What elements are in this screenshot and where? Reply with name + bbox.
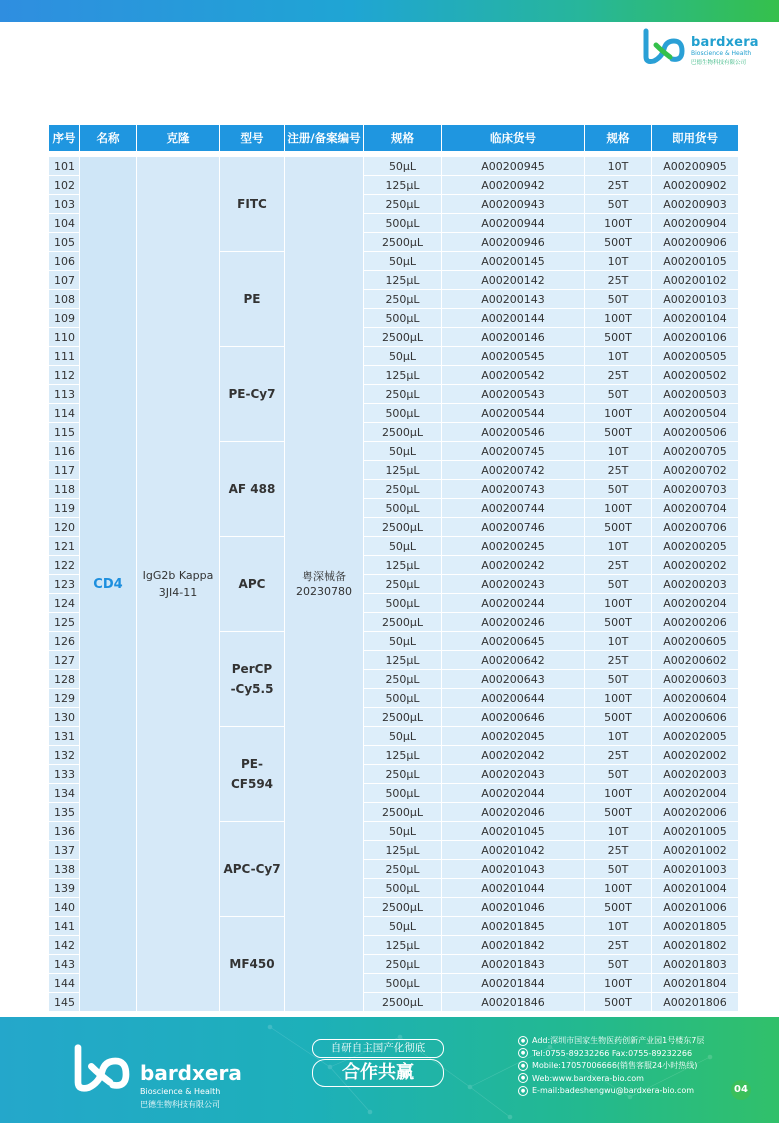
header-seq: 序号 [49, 125, 80, 152]
cell-ready-code: A00201004 [652, 879, 739, 898]
cell-clinical-code: A00201043 [442, 860, 585, 879]
cell-spec2: 25T [585, 271, 652, 290]
cell-spec2: 100T [585, 594, 652, 613]
cell-spec: 50μL [364, 822, 442, 841]
cell-ready-code: A00200704 [652, 499, 739, 518]
cell-ready-code: A00201802 [652, 936, 739, 955]
cell-spec: 250μL [364, 195, 442, 214]
cell-seq: 108 [49, 290, 80, 309]
contact-web: ● Web:www.bardxera-bio.com [518, 1073, 704, 1086]
cell-spec: 2500μL [364, 993, 442, 1012]
cell-spec: 500μL [364, 404, 442, 423]
header-spec2: 规格 [585, 125, 652, 152]
cell-seq: 138 [49, 860, 80, 879]
cell-clinical-code: A00200646 [442, 708, 585, 727]
cell-ready-code: A00200604 [652, 689, 739, 708]
cell-spec: 2500μL [364, 898, 442, 917]
cell-registration [285, 157, 364, 1012]
cell-clinical-code: A00200743 [442, 480, 585, 499]
cell-model [220, 727, 285, 822]
slogan-main: 合作共赢 [312, 1059, 444, 1087]
cell-spec: 2500μL [364, 613, 442, 632]
cell-clinical-code: A00200644 [442, 689, 585, 708]
cell-model [220, 632, 285, 727]
cell-ready-code: A00202006 [652, 803, 739, 822]
cell-spec2: 10T [585, 252, 652, 271]
cell-clinical-code: A00200943 [442, 195, 585, 214]
cell-seq: 109 [49, 309, 80, 328]
cell-clinical-code: A00200642 [442, 651, 585, 670]
cell-spec: 50μL [364, 252, 442, 271]
cell-ready-code: A00200903 [652, 195, 739, 214]
bardxera-logo-icon [640, 27, 688, 67]
cell-clinical-code: A00202044 [442, 784, 585, 803]
cell-spec: 250μL [364, 575, 442, 594]
product-table [48, 124, 739, 1012]
page-number: 04 [731, 1080, 751, 1100]
cell-spec: 500μL [364, 214, 442, 233]
cell-clinical-code: A00200543 [442, 385, 585, 404]
cell-ready-code: A00200203 [652, 575, 739, 594]
cell-clinical-code: A00200146 [442, 328, 585, 347]
cell-ready-code: A00200204 [652, 594, 739, 613]
cell-model [220, 917, 285, 1012]
cell-spec2: 500T [585, 708, 652, 727]
cell-spec: 50μL [364, 442, 442, 461]
model-label: PE-CF594 [230, 757, 274, 791]
cell-clinical-code: A00200746 [442, 518, 585, 537]
cell-seq: 116 [49, 442, 80, 461]
cell-clinical-code: A00201845 [442, 917, 585, 936]
cell-ready-code: A00201006 [652, 898, 739, 917]
cell-ready-code: A00200202 [652, 556, 739, 575]
cell-clinical-code: A00200245 [442, 537, 585, 556]
cell-clinical-code: A00200243 [442, 575, 585, 594]
cell-spec2: 10T [585, 632, 652, 651]
header-model: 型号 [220, 125, 285, 152]
cell-spec2: 10T [585, 157, 652, 176]
cell-ready-code: A00200106 [652, 328, 739, 347]
header-name: 名称 [80, 125, 137, 152]
cell-clinical-code: A00201044 [442, 879, 585, 898]
cell-clinical-code: A00201842 [442, 936, 585, 955]
cell-clinical-code: A00200544 [442, 404, 585, 423]
cell-seq: 118 [49, 480, 80, 499]
cell-spec2: 50T [585, 290, 652, 309]
cell-seq: 104 [49, 214, 80, 233]
cell-spec2: 25T [585, 461, 652, 480]
cell-model [220, 537, 285, 632]
cell-clinical-code: A00200145 [442, 252, 585, 271]
cell-seq: 125 [49, 613, 80, 632]
cell-clinical-code: A00200745 [442, 442, 585, 461]
cell-clinical-code: A00202042 [442, 746, 585, 765]
cell-spec: 125μL [364, 651, 442, 670]
cell-ready-code: A00200703 [652, 480, 739, 499]
cell-spec: 250μL [364, 860, 442, 879]
cell-model [220, 822, 285, 917]
contact-phone: ● Tel:0755-89232266 Fax:0755-89232266 [518, 1048, 704, 1061]
cell-spec2: 100T [585, 689, 652, 708]
cell-spec2: 500T [585, 613, 652, 632]
clone-type: IgG2b Kappa [142, 569, 214, 582]
cell-spec: 50μL [364, 632, 442, 651]
cell-clone [137, 157, 220, 1012]
cell-spec: 125μL [364, 271, 442, 290]
cell-spec2: 500T [585, 328, 652, 347]
model-label: AF 488 [228, 482, 276, 496]
cell-ready-code: A00200104 [652, 309, 739, 328]
model-label: APC-Cy7 [223, 862, 281, 876]
cell-ready-code: A00202005 [652, 727, 739, 746]
cell-spec2: 100T [585, 214, 652, 233]
cell-spec: 50μL [364, 157, 442, 176]
cell-spec: 125μL [364, 461, 442, 480]
cell-clinical-code: A00201846 [442, 993, 585, 1012]
model-label: PE [243, 292, 261, 306]
cell-ready-code: A00200505 [652, 347, 739, 366]
cell-clinical-code: A00201844 [442, 974, 585, 993]
cell-seq: 106 [49, 252, 80, 271]
cell-spec: 50μL [364, 917, 442, 936]
cell-clinical-code: A00202043 [442, 765, 585, 784]
cell-ready-code: A00200905 [652, 157, 739, 176]
cell-ready-code: A00200605 [652, 632, 739, 651]
cell-spec2: 50T [585, 195, 652, 214]
footer-brand-company-cn: 巴德生物科技有限公司 [140, 1100, 220, 1109]
cell-spec2: 25T [585, 746, 652, 765]
header-clone: 克隆 [137, 125, 220, 152]
model-label: PerCP-Cy5.5 [230, 662, 274, 696]
cell-ready-code: A00200603 [652, 670, 739, 689]
cell-seq: 111 [49, 347, 80, 366]
phone-icon: ● [518, 1048, 528, 1058]
header-logo [640, 27, 760, 71]
cell-clinical-code: A00200946 [442, 233, 585, 252]
cell-ready-code: A00200502 [652, 366, 739, 385]
cell-seq: 145 [49, 993, 80, 1012]
cell-spec: 2500μL [364, 233, 442, 252]
cell-ready-code: A00201804 [652, 974, 739, 993]
cell-spec: 2500μL [364, 708, 442, 727]
cell-seq: 131 [49, 727, 80, 746]
registration-prefix: 粤深械备 [302, 570, 346, 583]
cell-spec: 50μL [364, 537, 442, 556]
cell-seq: 141 [49, 917, 80, 936]
model-label: FITC [237, 197, 267, 211]
cell-clinical-code: A00200143 [442, 290, 585, 309]
cell-clinical-code: A00200645 [442, 632, 585, 651]
cell-seq: 123 [49, 575, 80, 594]
cell-spec2: 50T [585, 575, 652, 594]
table-header-row [49, 125, 739, 152]
cell-ready-code: A00200102 [652, 271, 739, 290]
cell-spec: 250μL [364, 480, 442, 499]
cell-model [220, 347, 285, 442]
cell-ready-code: A00201002 [652, 841, 739, 860]
cell-ready-code: A00200602 [652, 651, 739, 670]
cell-seq: 114 [49, 404, 80, 423]
cell-seq: 134 [49, 784, 80, 803]
cell-spec: 500μL [364, 499, 442, 518]
table-body [49, 152, 739, 1012]
cell-spec2: 25T [585, 366, 652, 385]
cell-seq: 117 [49, 461, 80, 480]
cell-spec2: 50T [585, 385, 652, 404]
cell-seq: 101 [49, 157, 80, 176]
table-row [49, 157, 739, 176]
cell-seq: 127 [49, 651, 80, 670]
cell-spec: 2500μL [364, 328, 442, 347]
cell-spec: 50μL [364, 347, 442, 366]
cell-seq: 140 [49, 898, 80, 917]
brand-subtitle: Bioscience & Health [691, 50, 752, 57]
cell-spec: 2500μL [364, 518, 442, 537]
cell-ready-code: A00200506 [652, 423, 739, 442]
contact-email: ● E-mail:badeshengwu@bardxera-bio.com [518, 1085, 704, 1098]
cell-spec2: 50T [585, 480, 652, 499]
cell-spec: 500μL [364, 784, 442, 803]
cell-seq: 133 [49, 765, 80, 784]
cell-clinical-code: A00200744 [442, 499, 585, 518]
cell-seq: 142 [49, 936, 80, 955]
cell-spec2: 50T [585, 670, 652, 689]
cell-seq: 143 [49, 955, 80, 974]
cell-spec: 2500μL [364, 423, 442, 442]
cell-spec2: 100T [585, 974, 652, 993]
cell-clinical-code: A00201843 [442, 955, 585, 974]
cell-seq: 130 [49, 708, 80, 727]
cell-ready-code: A00200906 [652, 233, 739, 252]
model-label: MF450 [229, 957, 275, 971]
cell-spec: 500μL [364, 594, 442, 613]
cell-clinical-code: A00202046 [442, 803, 585, 822]
cell-ready-code: A00201003 [652, 860, 739, 879]
cell-ready-code: A00200105 [652, 252, 739, 271]
cell-clinical-code: A00200246 [442, 613, 585, 632]
cell-spec: 125μL [364, 841, 442, 860]
brand-name: bardxera [691, 35, 759, 50]
cell-seq: 105 [49, 233, 80, 252]
cell-seq: 124 [49, 594, 80, 613]
cell-spec2: 25T [585, 841, 652, 860]
contact-mobile: ● Mobile:17057006666(销售客服24小时热线) [518, 1060, 704, 1073]
cell-seq: 102 [49, 176, 80, 195]
cell-seq: 135 [49, 803, 80, 822]
cell-spec2: 100T [585, 784, 652, 803]
cell-spec: 125μL [364, 556, 442, 575]
cell-ready-code: A00200606 [652, 708, 739, 727]
cell-ready-code: A00201803 [652, 955, 739, 974]
slogan-top: 自研自主国产化彻底 [312, 1039, 444, 1058]
cell-clinical-code: A00201046 [442, 898, 585, 917]
cell-ready-code: A00200706 [652, 518, 739, 537]
cell-seq: 144 [49, 974, 80, 993]
cell-clinical-code: A00200742 [442, 461, 585, 480]
cell-ready-code: A00200205 [652, 537, 739, 556]
cell-clinical-code: A00200244 [442, 594, 585, 613]
cell-seq: 136 [49, 822, 80, 841]
header-clinical-code: 临床货号 [442, 125, 585, 152]
clone-id: 3JI4-11 [158, 586, 198, 599]
contact-info [518, 1035, 704, 1098]
cell-clinical-code: A00200542 [442, 366, 585, 385]
cell-ready-code: A00200705 [652, 442, 739, 461]
cell-spec: 125μL [364, 746, 442, 765]
cell-seq: 129 [49, 689, 80, 708]
cell-seq: 137 [49, 841, 80, 860]
cell-seq: 112 [49, 366, 80, 385]
cell-clinical-code: A00200142 [442, 271, 585, 290]
cell-clinical-code: A00200945 [442, 157, 585, 176]
cell-spec: 250μL [364, 955, 442, 974]
cell-seq: 113 [49, 385, 80, 404]
location-icon: ● [518, 1036, 528, 1046]
cell-model [220, 157, 285, 252]
cell-spec2: 25T [585, 936, 652, 955]
cell-seq: 120 [49, 518, 80, 537]
cell-ready-code: A00202002 [652, 746, 739, 765]
cell-spec2: 10T [585, 442, 652, 461]
footer-logo [70, 1037, 250, 1107]
registration-number: 20230780 [296, 585, 352, 598]
cell-spec2: 100T [585, 499, 652, 518]
email-icon: ● [518, 1086, 528, 1096]
cell-ready-code: A00200702 [652, 461, 739, 480]
cell-model [220, 442, 285, 537]
cell-spec2: 50T [585, 765, 652, 784]
cell-spec: 125μL [364, 936, 442, 955]
cell-spec: 250μL [364, 765, 442, 784]
cell-ready-code: A00200904 [652, 214, 739, 233]
header-ready-code: 即用货号 [652, 125, 739, 152]
cell-spec: 250μL [364, 290, 442, 309]
cell-ready-code: A00200902 [652, 176, 739, 195]
cell-spec2: 10T [585, 347, 652, 366]
cell-ready-code: A00202003 [652, 765, 739, 784]
model-label: PE-Cy7 [228, 387, 276, 401]
footer-brand-name: bardxera [140, 1061, 242, 1085]
cell-seq: 115 [49, 423, 80, 442]
cell-spec2: 10T [585, 917, 652, 936]
contact-address: ● Add:深圳市国家生物医药创新产业园1号楼东7层 [518, 1035, 704, 1048]
cell-spec2: 500T [585, 993, 652, 1012]
footer-brand-subtitle: Bioscience & Health [140, 1087, 221, 1096]
model-label: APC [238, 577, 266, 591]
cell-clinical-code: A00200144 [442, 309, 585, 328]
cell-spec: 500μL [364, 879, 442, 898]
cell-spec: 125μL [364, 366, 442, 385]
cell-spec2: 10T [585, 537, 652, 556]
cell-spec2: 500T [585, 803, 652, 822]
cell-clinical-code: A00200242 [442, 556, 585, 575]
cell-spec2: 50T [585, 860, 652, 879]
cell-spec: 250μL [364, 670, 442, 689]
cell-seq: 122 [49, 556, 80, 575]
cell-seq: 103 [49, 195, 80, 214]
cell-seq: 110 [49, 328, 80, 347]
header-registration: 注册/备案编号 [285, 125, 364, 152]
globe-icon: ● [518, 1073, 528, 1083]
cell-spec2: 500T [585, 233, 652, 252]
cell-spec2: 25T [585, 556, 652, 575]
cell-spec2: 100T [585, 404, 652, 423]
cell-spec: 500μL [364, 689, 442, 708]
cell-seq: 132 [49, 746, 80, 765]
cell-seq: 128 [49, 670, 80, 689]
cell-clinical-code: A00202045 [442, 727, 585, 746]
cell-spec2: 500T [585, 423, 652, 442]
cell-clinical-code: A00200942 [442, 176, 585, 195]
cell-spec2: 100T [585, 309, 652, 328]
cell-spec: 250μL [364, 385, 442, 404]
cell-spec: 500μL [364, 309, 442, 328]
cell-model [220, 252, 285, 347]
cell-ready-code: A00201805 [652, 917, 739, 936]
cell-clinical-code: A00201045 [442, 822, 585, 841]
cell-spec2: 500T [585, 898, 652, 917]
cell-ready-code: A00201005 [652, 822, 739, 841]
header-spec: 规格 [364, 125, 442, 152]
bardxera-logo-icon [70, 1037, 134, 1101]
cell-name: CD4 [80, 157, 137, 1012]
cell-spec: 2500μL [364, 803, 442, 822]
cell-spec: 50μL [364, 727, 442, 746]
cell-seq: 119 [49, 499, 80, 518]
cell-seq: 107 [49, 271, 80, 290]
cell-spec: 500μL [364, 974, 442, 993]
cell-spec2: 10T [585, 822, 652, 841]
cell-ready-code: A00200206 [652, 613, 739, 632]
cell-seq: 139 [49, 879, 80, 898]
cell-spec2: 25T [585, 176, 652, 195]
cell-seq: 121 [49, 537, 80, 556]
top-gradient-bar [0, 0, 779, 22]
cell-spec2: 50T [585, 955, 652, 974]
cell-spec: 125μL [364, 176, 442, 195]
cell-spec2: 500T [585, 518, 652, 537]
brand-company-cn: 巴德生物科技有限公司 [691, 60, 747, 66]
cell-ready-code: A00200103 [652, 290, 739, 309]
cell-spec2: 25T [585, 651, 652, 670]
cell-spec2: 100T [585, 879, 652, 898]
cell-ready-code: A00200504 [652, 404, 739, 423]
cell-seq: 126 [49, 632, 80, 651]
cell-ready-code: A00200503 [652, 385, 739, 404]
cell-clinical-code: A00201042 [442, 841, 585, 860]
cell-clinical-code: A00200546 [442, 423, 585, 442]
cell-spec2: 10T [585, 727, 652, 746]
cell-ready-code: A00201806 [652, 993, 739, 1012]
footer-banner [0, 1017, 779, 1123]
cell-clinical-code: A00200643 [442, 670, 585, 689]
cell-clinical-code: A00200545 [442, 347, 585, 366]
mobile-icon: ● [518, 1061, 528, 1071]
cell-ready-code: A00202004 [652, 784, 739, 803]
cell-clinical-code: A00200944 [442, 214, 585, 233]
